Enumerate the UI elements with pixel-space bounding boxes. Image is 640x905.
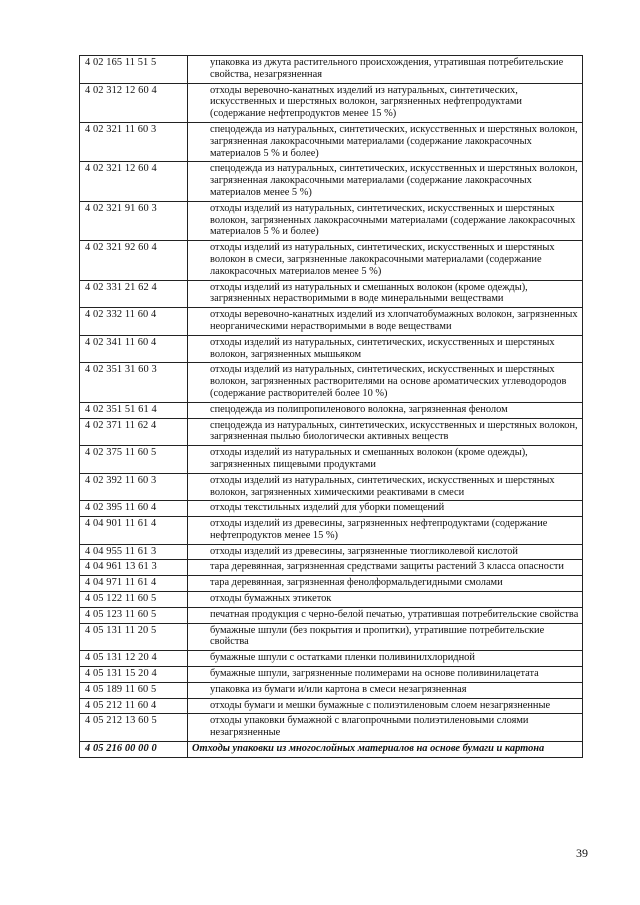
table-row	[80, 698, 583, 714]
group-row	[80, 742, 583, 758]
waste-description-cell: тара деревянная, загрязненная фенолформальдегидными смолами	[188, 576, 583, 592]
waste-code-cell: 4 02 321 92 60 4	[80, 241, 188, 280]
page-number: 39	[576, 846, 588, 860]
waste-description-cell: отходы бумажных этикеток	[188, 592, 583, 608]
waste-code-cell: 4 02 392 11 60 3	[80, 473, 188, 501]
table-row	[80, 667, 583, 683]
table-row	[80, 418, 583, 446]
waste-code-cell: 4 04 955 11 61 3	[80, 544, 188, 560]
waste-description-cell: отходы изделий из древесины, загрязненные тиогликолевой кислотой	[188, 544, 583, 560]
waste-code-cell: 4 05 212 13 60 5	[80, 714, 188, 742]
waste-code-cell: 4 05 131 12 20 4	[80, 651, 188, 667]
waste-code-cell: 4 02 331 21 62 4	[80, 280, 188, 308]
table-row	[80, 501, 583, 517]
table-row	[80, 651, 583, 667]
waste-description-cell: отходы изделий из натуральных, синтетических, искусственных и шерстяных волокон в смеси, загрязненные лакокрасочными материалами (содержание лакокрасочных материалов менее 5 %)	[188, 241, 583, 280]
table-row	[80, 682, 583, 698]
table-row	[80, 363, 583, 402]
table-row	[80, 280, 583, 308]
waste-code-cell: 4 02 321 11 60 3	[80, 122, 188, 161]
waste-code-cell: 4 02 395 11 60 4	[80, 501, 188, 517]
waste-description-cell: спецодежда из натуральных, синтетических, искусственных и шерстяных волокон, загрязненная лакокрасочными материалами (содержание лакокрасочных материалов 5 % и более)	[188, 122, 583, 161]
waste-code-cell: 4 02 321 12 60 4	[80, 162, 188, 201]
table-row	[80, 402, 583, 418]
waste-code-cell: 4 05 216 00 00 0	[80, 742, 188, 758]
waste-description-cell: отходы веревочно-канатных изделий из натуральных, синтетических, искусственных и шерстяных волокон, загрязненных нефтепродуктами (содержание нефтепродуктов менее 15 %)	[188, 83, 583, 122]
table-row	[80, 517, 583, 545]
waste-code-cell: 4 02 332 11 60 4	[80, 308, 188, 336]
waste-code-cell: 4 04 961 13 61 3	[80, 560, 188, 576]
table-row	[80, 560, 583, 576]
waste-description-cell: бумажные шпули, загрязненные полимерами на основе поливинилацетата	[188, 667, 583, 683]
waste-description-cell: отходы упаковки бумажной с влагопрочными полиэтиленовыми слоями незагрязненные	[188, 714, 583, 742]
table-row	[80, 122, 583, 161]
table-row	[80, 623, 583, 651]
waste-description-cell: отходы изделий из натуральных, синтетических, искусственных и шерстяных волокон, загрязненных лакокрасочными материалами (содержание лакокрасочных материалов 5 % и более)	[188, 201, 583, 240]
waste-code-cell: 4 04 971 11 61 4	[80, 576, 188, 592]
table-row	[80, 473, 583, 501]
waste-code-cell: 4 02 375 11 60 5	[80, 446, 188, 474]
waste-description-cell: тара деревянная, загрязненная средствами защиты растений 3 класса опасности	[188, 560, 583, 576]
table-row	[80, 335, 583, 363]
waste-code-cell: 4 02 165 11 51 5	[80, 56, 188, 84]
waste-code-cell: 4 02 312 12 60 4	[80, 83, 188, 122]
waste-description-cell: бумажные шпули (без покрытия и пропитки), утратившие потребительские свойства	[188, 623, 583, 651]
waste-code-cell: 4 02 351 51 61 4	[80, 402, 188, 418]
waste-description-cell: отходы бумаги и мешки бумажные с полиэтиленовым слоем незагрязненные	[188, 698, 583, 714]
waste-description-cell: отходы изделий из натуральных, синтетических, искусственных и шерстяных волокон, загрязненных химическими реактивами в смеси	[188, 473, 583, 501]
waste-description-cell: упаковка из джута растительного происхождения, утратившая потребительские свойства, незагрязненная	[188, 56, 583, 84]
table-row	[80, 607, 583, 623]
table-row	[80, 544, 583, 560]
table-row	[80, 83, 583, 122]
table-row	[80, 56, 583, 84]
waste-description-cell: печатная продукция с черно-белой печатью, утратившая потребительские свойства	[188, 607, 583, 623]
waste-description-cell: спецодежда из натуральных, синтетических, искусственных и шерстяных волокон, загрязненная лакокрасочными материалами (содержание лакокрасочных материалов менее 5 %)	[188, 162, 583, 201]
waste-codes-table-body	[80, 56, 583, 758]
waste-description-cell: отходы изделий из натуральных и смешанных волокон (кроме одежды), загрязненных пищевыми продуктами	[188, 446, 583, 474]
waste-description-cell: отходы изделий из натуральных, синтетических, искусственных и шерстяных волокон, загрязненных растворителями на основе ароматических углеводородов (содержание растворителей более 10 %)	[188, 363, 583, 402]
waste-code-cell: 4 02 351 31 60 3	[80, 363, 188, 402]
table-row	[80, 201, 583, 240]
waste-code-cell: 4 04 901 11 61 4	[80, 517, 188, 545]
waste-description-cell: Отходы упаковки из многослойных материалов на основе бумаги и картона	[188, 742, 583, 758]
table-row	[80, 592, 583, 608]
table-row	[80, 446, 583, 474]
waste-code-cell: 4 02 321 91 60 3	[80, 201, 188, 240]
waste-code-cell: 4 02 341 11 60 4	[80, 335, 188, 363]
waste-description-cell: упаковка из бумаги и/или картона в смеси незагрязненная	[188, 682, 583, 698]
waste-description-cell: отходы изделий из натуральных, синтетических, искусственных и шерстяных волокон, загрязненных мышьяком	[188, 335, 583, 363]
waste-code-cell: 4 05 131 15 20 4	[80, 667, 188, 683]
waste-description-cell: отходы текстильных изделий для уборки помещений	[188, 501, 583, 517]
waste-code-cell: 4 05 131 11 20 5	[80, 623, 188, 651]
waste-description-cell: спецодежда из полипропиленового волокна, загрязненная фенолом	[188, 402, 583, 418]
waste-description-cell: отходы веревочно-канатных изделий из хлопчатобумажных волокон, загрязненных неорганическими нерастворимыми в воде веществами	[188, 308, 583, 336]
waste-code-cell: 4 05 189 11 60 5	[80, 682, 188, 698]
waste-description-cell: спецодежда из натуральных, синтетических, искусственных и шерстяных волокон, загрязненная пылью биологически активных веществ	[188, 418, 583, 446]
table-row	[80, 241, 583, 280]
table-row	[80, 308, 583, 336]
waste-code-cell: 4 05 212 11 60 4	[80, 698, 188, 714]
waste-codes-table	[79, 55, 583, 758]
table-row	[80, 576, 583, 592]
waste-code-cell: 4 05 123 11 60 5	[80, 607, 188, 623]
table-row	[80, 162, 583, 201]
table-row	[80, 714, 583, 742]
waste-description-cell: отходы изделий из древесины, загрязненных нефтепродуктами (содержание нефтепродуктов менее 15 %)	[188, 517, 583, 545]
waste-description-cell: отходы изделий из натуральных и смешанных волокон (кроме одежды), загрязненных нерастворимыми в воде минеральными веществами	[188, 280, 583, 308]
waste-description-cell: бумажные шпули с остатками пленки поливинилхлоридной	[188, 651, 583, 667]
waste-code-cell: 4 05 122 11 60 5	[80, 592, 188, 608]
waste-code-cell: 4 02 371 11 62 4	[80, 418, 188, 446]
